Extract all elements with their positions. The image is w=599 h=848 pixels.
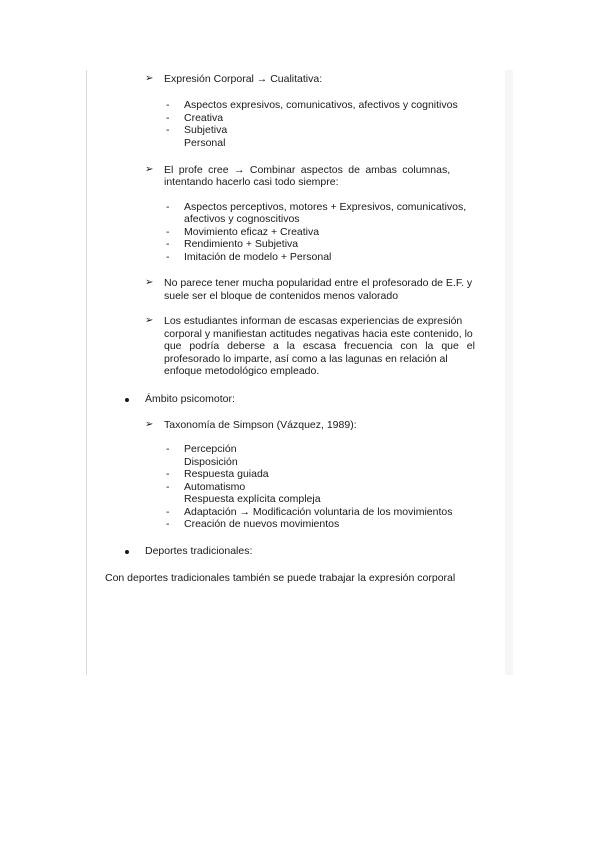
dash-bullet: - (166, 251, 170, 263)
dash-bullet: - (166, 99, 170, 111)
block2-item: Movimiento eficaz + Creativa (184, 226, 320, 238)
block4-line: que podría deberse a la escasa frecuencia con la que el (164, 340, 475, 352)
block5-item: Adaptación → Modificación voluntaria de los movimientos (184, 506, 453, 518)
block1-item: Aspectos expresivos, comunicativos, afectivos y cognitivos (184, 99, 458, 111)
block2-heading-line1: El profe cree → Combinar aspectos de ambas columnas, (164, 164, 451, 176)
dash-bullet: - (166, 518, 170, 530)
block5-item: Respuesta guiada (184, 468, 269, 480)
block4-line: profesorado lo imparte, así como a las lagunas en relación al (164, 353, 448, 365)
block2-item: Aspectos perceptivos, motores + Expresivos, comunicativos, (184, 201, 467, 213)
section-psicomotor: Ámbito psicomotor: (145, 393, 235, 405)
block5-item: Respuesta explícita compleja (184, 493, 321, 505)
block5-item: Automatismo (184, 481, 246, 493)
block4-line: enfoque metodológico empleado. (164, 365, 320, 377)
block5-heading: Taxonomía de Simpson (Vázquez, 1989): (164, 419, 357, 431)
block1-item: Personal (184, 137, 226, 149)
dash-bullet: - (166, 506, 170, 518)
block5-item: Disposición (184, 456, 238, 468)
dash-bullet: - (166, 124, 170, 136)
dash-bullet: - (166, 226, 170, 238)
bullet-dot-icon (125, 550, 129, 554)
block4-line: Los estudiantes informan de escasas experiencias de expresión (164, 315, 463, 327)
arrow-bullet-icon: ➢ (145, 164, 154, 175)
block2-heading-line2: intentando hacerlo casi todo siempre: (164, 176, 339, 188)
dash-bullet: - (166, 238, 170, 250)
dash-bullet: - (166, 443, 170, 455)
dash-bullet: - (166, 112, 170, 124)
block5-item: Creación de nuevos movimientos (184, 518, 340, 530)
block1-item: Subjetiva (184, 124, 228, 136)
dash-bullet: - (166, 468, 170, 480)
arrow-bullet-icon: ➢ (145, 315, 154, 326)
block2-item: Imitación de modelo + Personal (184, 251, 332, 263)
dash-bullet: - (166, 481, 170, 493)
block4-line: corporal y manifiestan actitudes negativas hacia este contenido, lo (164, 328, 473, 340)
block2-item: Rendimiento + Subjetiva (184, 238, 299, 250)
block1-heading: Expresión Corporal → Cualitativa: (164, 73, 323, 85)
bullet-dot-icon (125, 398, 129, 402)
block2-item: afectivos y cognoscitivos (184, 213, 300, 225)
right-edge-shade (505, 70, 513, 675)
dash-bullet: - (166, 201, 170, 213)
block1-item: Creativa (184, 112, 224, 124)
block5-item: Percepción (184, 443, 237, 455)
arrow-bullet-icon: ➢ (145, 419, 154, 430)
closing-paragraph: Con deportes tradicionales también se puede trabajar la expresión corporal (105, 572, 456, 584)
arrow-bullet-icon: ➢ (145, 277, 154, 288)
block3-line2: suele ser el bloque de contenidos menos valorado (164, 290, 399, 302)
left-margin-line (86, 70, 87, 675)
arrow-bullet-icon: ➢ (145, 73, 154, 84)
block3-line1: No parece tener mucha popularidad entre el profesorado de E.F. y (164, 277, 473, 289)
section-deportes: Deportes tradicionales: (145, 545, 253, 557)
